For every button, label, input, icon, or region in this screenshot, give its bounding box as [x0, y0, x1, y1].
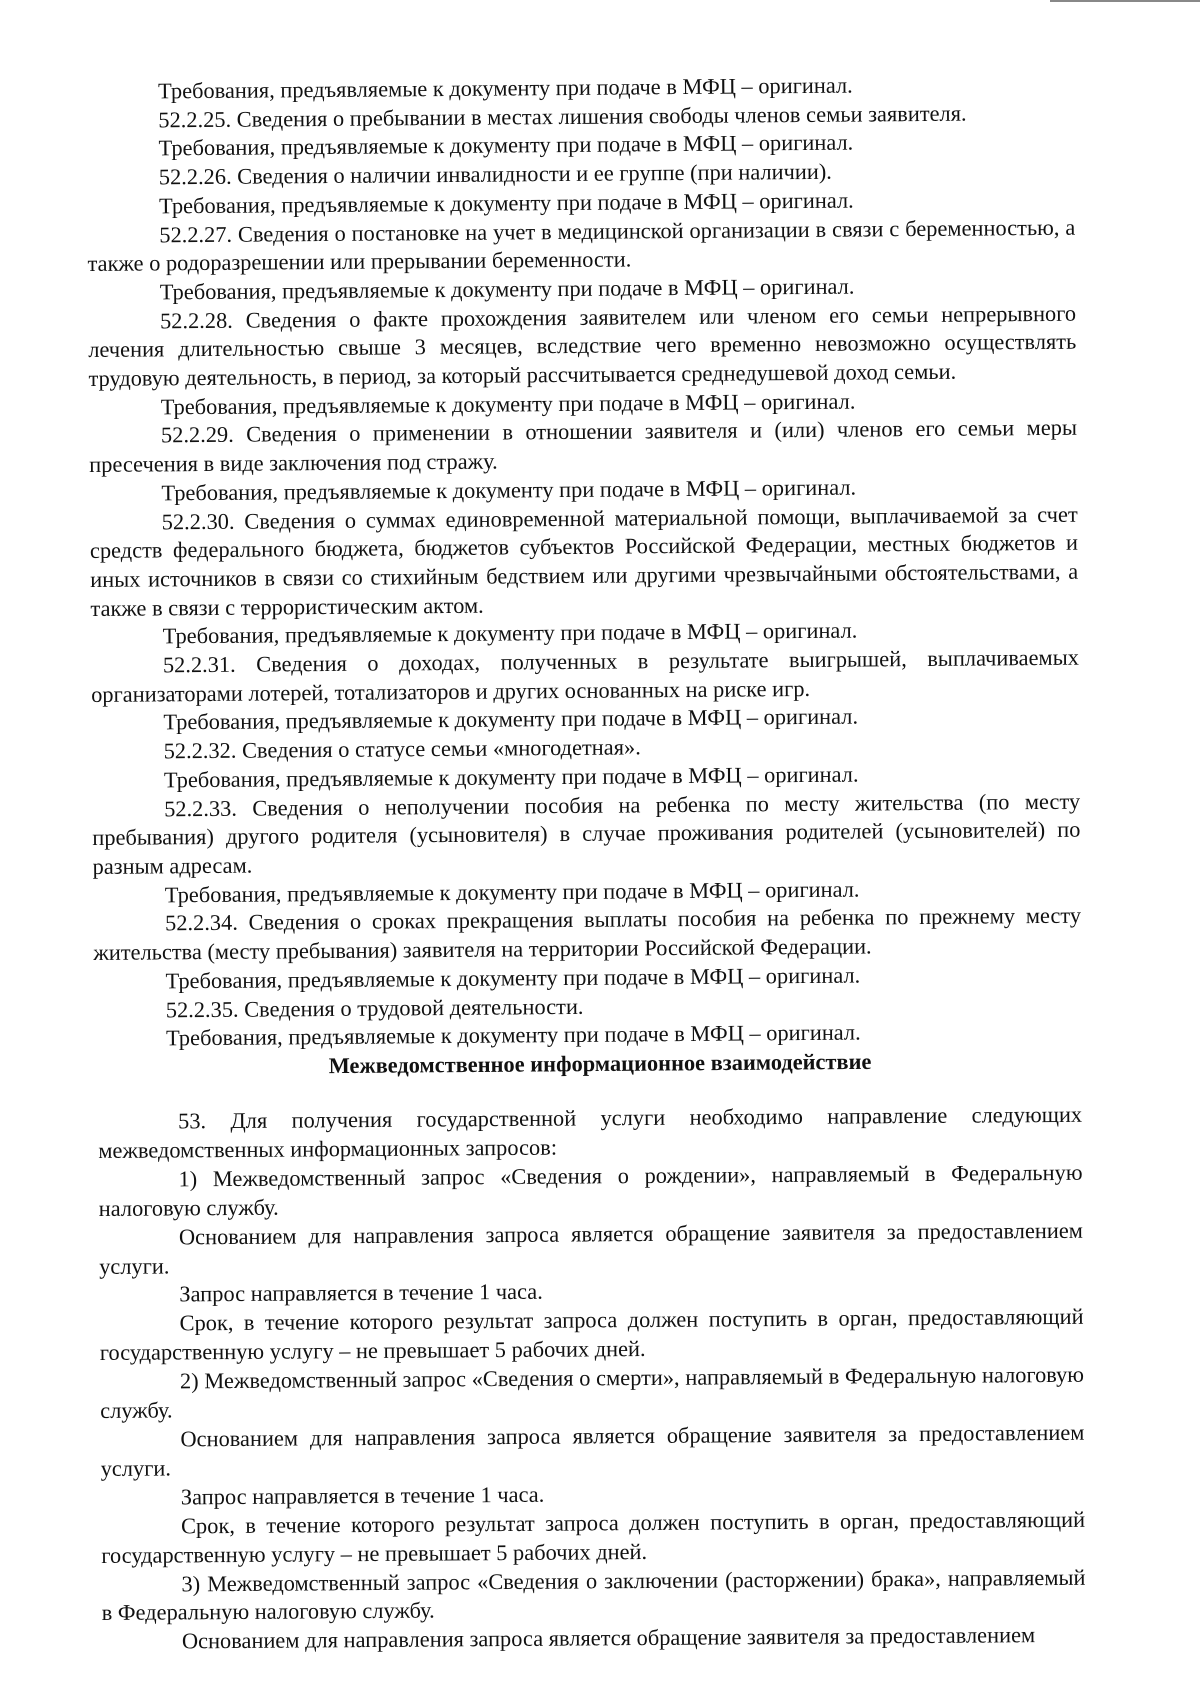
paragraph: 52.2.25. Сведения о пребывании в местах лишения свободы членов семьи заявителя. [158, 100, 967, 133]
paragraph: Требования, предъявляемые к документу при подаче в МФЦ – оригинал. [163, 704, 859, 735]
paragraph: 52.2.35. Сведения о трудовой деятельности. [165, 993, 584, 1022]
paragraph: Срок, в течение которого результат запроса должен поступить в орган, предоставляющий государственную услугу – не превышает 5 рабочих дней. [101, 1506, 1086, 1568]
paragraph: 52.2.31. Сведения о доходах, полученных в результате выигрышей, выплачиваемых организаторами лотерей, тотализаторов и других основанных на риске игр. [91, 644, 1079, 707]
paragraph: 52.2.29. Сведения о применении в отношении заявителя и (или) членов его семьи меры пресечения в виде заключения под стражу. [89, 415, 1078, 478]
paragraph: 52.2.30. Сведения о суммах единовременной материальной помощи, выплачиваемой за счет средств федерального бюджета, бюджетов субъектов Российской Федерации, местных бюджетов и иных источников в связи со стихийным бедствием или другими чрезвычайными обстоятельствами, а также в связи с террористическим актом. [89, 501, 1079, 621]
paragraph: Основанием для направления запроса является обращение заявителя за предоставлением [181, 1622, 1036, 1654]
paragraph: 3) Межведомственный запрос «Сведения о заключении (расторжении) брака», направляемый в Федеральную налоговую службу. [101, 1564, 1086, 1626]
scan-edge-mark [1050, 0, 1200, 2]
requirements-list [86, 70, 1082, 1054]
paragraph: Основанием для направления запроса является обращение заявителя за предоставлением услуги. [99, 1217, 1084, 1279]
paragraph: 52.2.34. Сведения о сроках прекращения выплаты пособия на ребенка по прежнему месту жительства (месту пребывания) заявителя на территории Российской Федерации. [93, 903, 1082, 966]
paragraph: Требования, предъявляемые к документу при подаче в МФЦ – оригинал. [158, 187, 854, 219]
paragraph: Требования, предъявляемые к документу при подаче в МФЦ – оригинал. [165, 1019, 861, 1051]
paragraph: 1) Межведомственный запрос «Сведения о рождении», направляемый в Федеральную налоговую службу. [98, 1159, 1083, 1221]
paragraph: Требования, предъявляемые к документу при подаче в МФЦ – оригинал. [159, 273, 855, 305]
paragraph: Требования, предъявляемые к документу при подаче в МФЦ – оригинал. [158, 129, 854, 161]
paragraph: Запрос направляется в течение 1 часа. [180, 1481, 545, 1510]
paragraph: 2) Межведомственный запрос «Сведения о смерти», направляемый в Федеральную налоговую службу. [100, 1361, 1085, 1424]
paragraph: Требования, предъявляемые к документу при подаче в МФЦ – оригинал. [164, 876, 860, 908]
paragraph: Требования, предъявляемые к документу при подаче в МФЦ – оригинал. [161, 474, 857, 506]
paragraph: Требования, предъявляемые к документу при подаче в МФЦ – оригинал. [165, 962, 861, 994]
paragraph: Основанием для направления запроса является обращение заявителя за предоставлением услуги. [100, 1419, 1085, 1481]
paragraph: Требования, предъявляемые к документу при подаче в МФЦ – оригинал. [162, 617, 858, 649]
interagency-requests [98, 1101, 1086, 1657]
paragraph: Требования, предъявляемые к документу при подаче в МФЦ – оригинал. [163, 761, 859, 793]
paragraph: 52.2.33. Сведения о неполучении пособия на ребенка по месту жительства (по месту пребывания) другого родителя (усыновителя) в случае проживания родителей (усыновителей) по разным адресам. [92, 788, 1081, 879]
paragraph: 52.2.27. Сведения о постановке на учет в медицинской организации в связи с беременностью, а также о родоразрешении или прерывании беременности. [87, 214, 1076, 277]
paragraph: Требования, предъявляемые к документу при подаче в МФЦ – оригинал. [160, 388, 856, 420]
paragraph: 52.2.26. Сведения о наличии инвалидности и ее группе (при наличии). [158, 158, 832, 190]
paragraph: 52.2.32. Сведения о статусе семьи «многодетная». [163, 734, 641, 764]
paragraph: Требования, предъявляемые к документу при подаче в МФЦ – оригинал. [158, 72, 853, 104]
paragraph: Срок, в течение которого результат запроса должен поступить в орган, предоставляющий государственную услугу – не превышает 5 рабочих дней. [99, 1304, 1084, 1366]
section-heading: Межведомственное информационное взаимодействие [328, 1048, 872, 1079]
paragraph: Запрос направляется в течение 1 часа. [179, 1279, 543, 1307]
paragraph: 52.2.28. Сведения о факте прохождения заявителем или членом его семьи непрерывного лечения длительностью свыше 3 месяцев, вследствие чего временно невозможно осуществлять трудовую деятельность, в период, за который рассчитывается среднедушевой доход семьи. [88, 300, 1077, 392]
paragraph: 53. Для получения государственной услуги необходимо направление следующих межведомственных информационных запросов: [98, 1101, 1083, 1163]
